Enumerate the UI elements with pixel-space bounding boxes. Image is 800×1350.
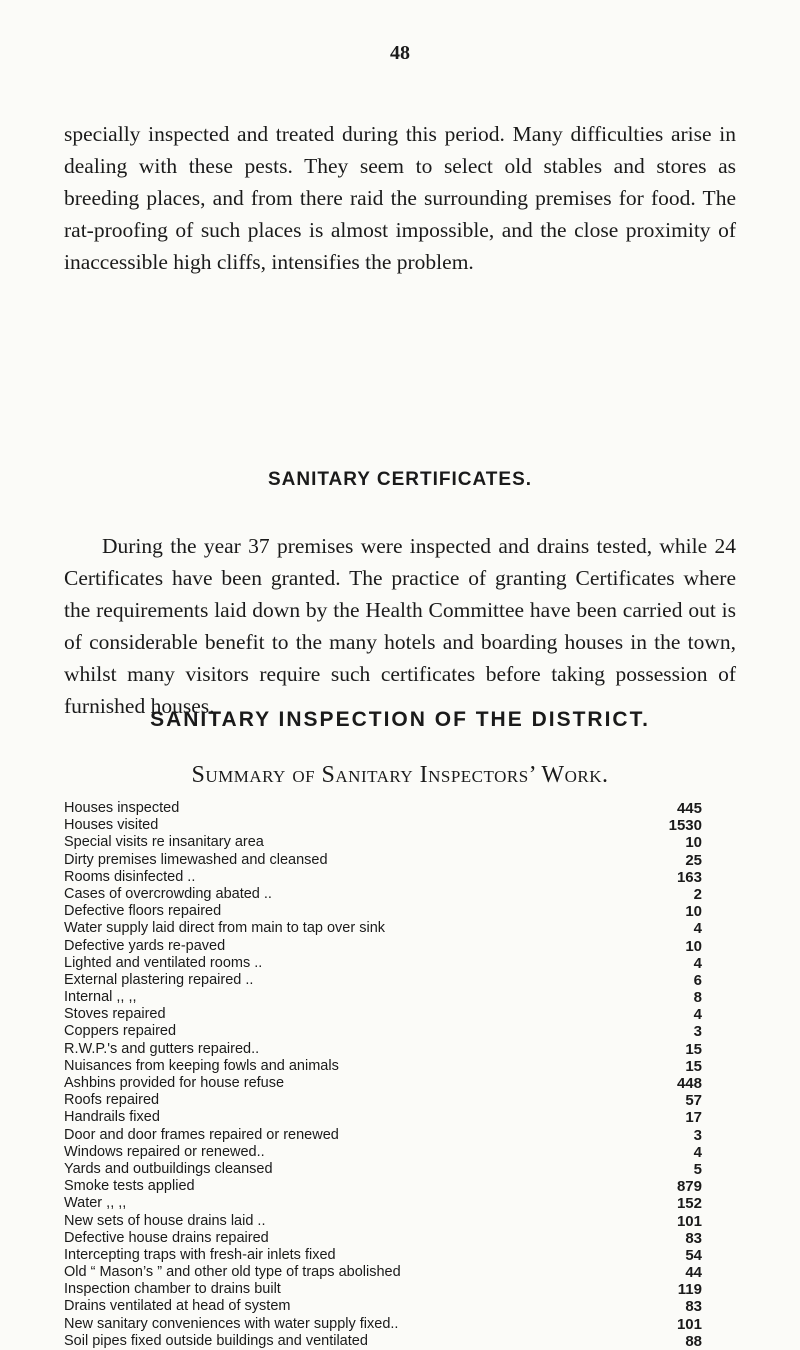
row-label: Ashbins provided for house refuse [64, 1075, 285, 1091]
heading-sanitary-certificates: SANITARY CERTIFICATES. [267, 469, 533, 490]
row-label: Intercepting traps with fresh-air inlets fixed [64, 1246, 336, 1263]
row-label: Cases of overcrowding abated .. [64, 885, 272, 902]
row-value: 4 [693, 1143, 702, 1161]
row-value: 2 [693, 885, 702, 903]
table-row [64, 1144, 736, 1161]
row-label: R.W.P.'s and gutters repaired.. [64, 1040, 260, 1057]
row-value: 15 [685, 1040, 702, 1058]
row-label: Inspection chamber to drains built [64, 1281, 281, 1298]
row-value: 6 [693, 971, 702, 989]
table-row [64, 800, 736, 817]
row-value: 10 [685, 834, 702, 852]
table-row [64, 972, 736, 989]
row-value: 10 [685, 903, 702, 921]
row-label: Houses inspected [64, 800, 180, 816]
table-row [64, 1213, 736, 1230]
row-label: Stoves repaired [64, 1006, 166, 1023]
row-label: Special visits re insanitary area [64, 834, 264, 851]
table-row [64, 1161, 736, 1178]
row-value: 44 [685, 1264, 702, 1282]
table-row [64, 1195, 736, 1212]
row-label: Defective floors repaired [64, 903, 222, 920]
row-value: 54 [685, 1246, 702, 1264]
table-row [64, 1041, 736, 1058]
table-row [64, 1264, 736, 1281]
row-label: Windows repaired or renewed.. [64, 1143, 265, 1160]
table-row [64, 1109, 736, 1126]
row-value: 88 [685, 1332, 702, 1350]
row-label: Defective yards re-paved [64, 937, 226, 954]
row-value: 152 [676, 1195, 702, 1213]
table-row [64, 886, 736, 903]
row-value: 101 [676, 1212, 702, 1230]
row-label: Defective house drains repaired [64, 1229, 269, 1246]
table-row [64, 1178, 736, 1195]
row-label: New sets of house drains laid .. [64, 1212, 266, 1229]
row-label: Nuisances from keeping fowls and animals [64, 1057, 339, 1074]
row-value: 445 [676, 800, 702, 817]
page-number: 48 [390, 42, 410, 64]
row-value: 15 [685, 1057, 702, 1075]
row-label: New sanitary conveniences with water supply fixed.. [64, 1315, 399, 1332]
row-label: External plastering repaired .. [64, 971, 254, 988]
row-label: Internal ,, ,, [64, 989, 137, 1006]
table-row [64, 1247, 736, 1264]
row-value: 3 [693, 1126, 702, 1144]
table-row [64, 869, 736, 886]
table-row [64, 1230, 736, 1247]
table-row [64, 1316, 736, 1333]
intro-paragraph: specially inspected and treated during this period. Many difficulties arise in dealing with these pests. They seem to select old stables and stores as breeding places, and from there raid the surrounding premises for food. The rat-proofing of such places is almost impossible, and the close proximity of inaccessible high cliffs, intensifies the problem. [64, 122, 736, 274]
row-label: Water supply laid direct from main to tap over sink [64, 920, 386, 937]
row-label: Handrails fixed [64, 1109, 160, 1126]
row-label: Yards and outbuildings cleansed [64, 1160, 273, 1177]
row-label: Drains ventilated at head of system [64, 1298, 291, 1315]
table-row [64, 903, 736, 920]
row-value: 4 [693, 1006, 702, 1024]
row-value: 119 [677, 1281, 702, 1299]
row-value: 83 [685, 1298, 702, 1316]
row-value: 25 [685, 851, 702, 869]
row-label: Soil pipes fixed outside buildings and ventilated [64, 1332, 368, 1349]
row-label: Dirty premises limewashed and cleansed [64, 851, 328, 868]
row-value: 1530 [668, 817, 702, 835]
table-row [64, 1092, 736, 1109]
row-value: 3 [693, 1023, 702, 1041]
table-row [64, 989, 736, 1006]
row-value: 163 [676, 868, 702, 886]
table-row [64, 1333, 736, 1350]
row-label: Water ,, ,, [64, 1195, 127, 1212]
table-row [64, 1006, 736, 1023]
table-row [64, 1127, 736, 1144]
row-label: Door and door frames repaired or renewed [64, 1126, 339, 1143]
row-value: 17 [685, 1109, 702, 1127]
row-value: 4 [693, 920, 702, 938]
row-value: 101 [676, 1315, 702, 1333]
heading-sanitary-inspection: SANITARY INSPECTION OF THE DISTRICT. [150, 708, 650, 731]
row-label: Rooms disinfected .. [64, 868, 196, 885]
row-value: 5 [693, 1160, 702, 1178]
table-row [64, 1281, 736, 1298]
table-row [64, 1075, 736, 1092]
table-row [64, 1023, 736, 1040]
heading-summary: Summary of Sanitary Inspectors’ Work. [191, 762, 609, 788]
row-label: Coppers repaired [64, 1023, 177, 1040]
table-row [64, 920, 736, 937]
table-row [64, 1298, 736, 1315]
row-label: Old “ Mason’s ” and other old type of traps abolished [64, 1264, 401, 1281]
certificates-paragraph: During the year 37 premises were inspected and drains tested, while 24 Certificates have been granted. The practice of granting Certificates where the requirements laid down by the Health Committee have been carried out is of considerable benefit to the many hotels and boarding houses in the town, whilst many visitors require such certificates before taking possession of furnished houses. [64, 534, 736, 718]
table-row [64, 834, 736, 851]
table-row [64, 938, 736, 955]
row-label: Lighted and ventilated rooms .. [64, 954, 263, 971]
row-value: 57 [685, 1092, 702, 1110]
row-value: 448 [676, 1075, 702, 1092]
table-row [64, 817, 736, 834]
row-value: 4 [693, 954, 702, 972]
table-row [64, 852, 736, 869]
row-label: Houses visited [64, 817, 159, 834]
table-row [64, 1058, 736, 1075]
work-summary-table [64, 800, 736, 1350]
row-label: Roofs repaired [64, 1092, 160, 1109]
row-label: Smoke tests applied [64, 1178, 195, 1195]
table-row [64, 955, 736, 972]
row-value: 879 [676, 1178, 702, 1196]
row-value: 8 [693, 989, 702, 1007]
row-value: 10 [685, 937, 702, 955]
row-value: 83 [685, 1229, 702, 1247]
